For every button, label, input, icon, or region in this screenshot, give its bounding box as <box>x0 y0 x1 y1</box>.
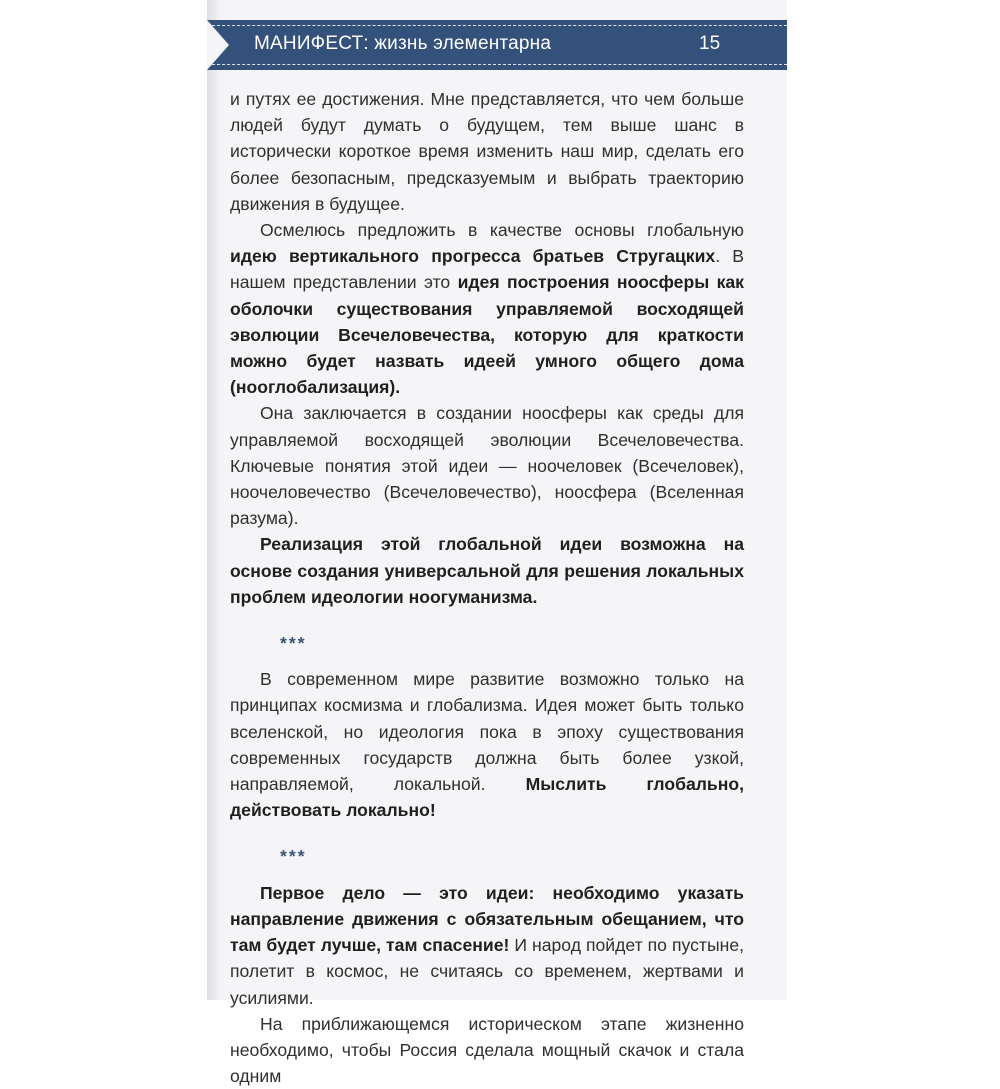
section-divider-2: *** <box>280 846 307 867</box>
page-text <box>230 86 744 1089</box>
spacer <box>230 870 744 880</box>
section-divider-1: *** <box>280 633 307 654</box>
page-gutter-shadow <box>207 0 221 1000</box>
spacer <box>230 823 744 843</box>
header-notch <box>207 20 229 70</box>
paragraph-5-bold: Мыслить глобально, действовать локально! <box>230 774 744 821</box>
paragraph-2-bold-b: идея построения ноосферы как оболочки существования управляемой восходящей эволюции Всечеловечества, которую для краткости можно будет назвать идеей умного общего дома (нооглобализация). <box>230 272 744 398</box>
paragraph-3: Она заключается в создании ноосферы как среды для управляемой восходящей эволюции Всечеловечества. Ключевые понятия этой идеи — ноочеловек (Всечеловек), ноочеловечество (Всечеловечество), ноосфера (Вселенная разума). <box>230 403 744 529</box>
paragraph-5 <box>230 666 744 823</box>
paragraph-2-bold-a: идею вертикального прогресса братьев Стругацких <box>230 246 716 267</box>
paragraph-1: и путях ее достижения. Мне представляется, что чем больше людей будут думать о будущем, тем выше шанс в исторически короткое время изменить наш мир, сделать его более безопасным, предсказуемым и выбрать траекторию движения в будущее. <box>230 89 744 214</box>
paragraph-2 <box>230 217 744 400</box>
header-stitch-top <box>207 25 787 26</box>
paragraph-7: На приближающемся историческом этапе жизненно необходимо, чтобы Россия сделала мощный скачок и стала одним <box>230 1013 744 1087</box>
paragraph-5-text: В современном мире развитие возможно только на принципах космизма и глобализма. Идея может быть только вселенской, но идеология пока в эпоху существования современных государств должна быть более узкой, направляемой, локальной. <box>230 669 744 795</box>
spacer <box>230 656 744 666</box>
spacer <box>230 610 744 630</box>
paragraph-6-bold: Первое дело — это идеи: необходимо указать направление движения с обязательным обещанием, что там будет лучше, там спасение! <box>230 882 744 956</box>
paragraph-6 <box>230 880 744 1011</box>
paragraph-4-bold: Реализация этой глобальной идеи возможна на основе создания универсальной для решения локальных проблем идеологии ноогуманизма. <box>230 534 744 607</box>
page-number: 15 <box>699 33 721 54</box>
paragraph-4 <box>230 531 744 610</box>
running-head: МАНИФЕСТ: жизнь элементарна <box>254 33 552 54</box>
paragraph-6-text: И народ пойдет по пустыне, полетит в космос, не считаясь со временем, жертвами и усилиями. <box>230 935 744 1008</box>
header-stitch-bottom <box>207 64 787 65</box>
paragraph-2-text-b: . В нашем представлении это <box>230 246 744 293</box>
paragraph-2-text-a: Осмелюсь предложить в качестве основы глобальную <box>260 220 744 241</box>
